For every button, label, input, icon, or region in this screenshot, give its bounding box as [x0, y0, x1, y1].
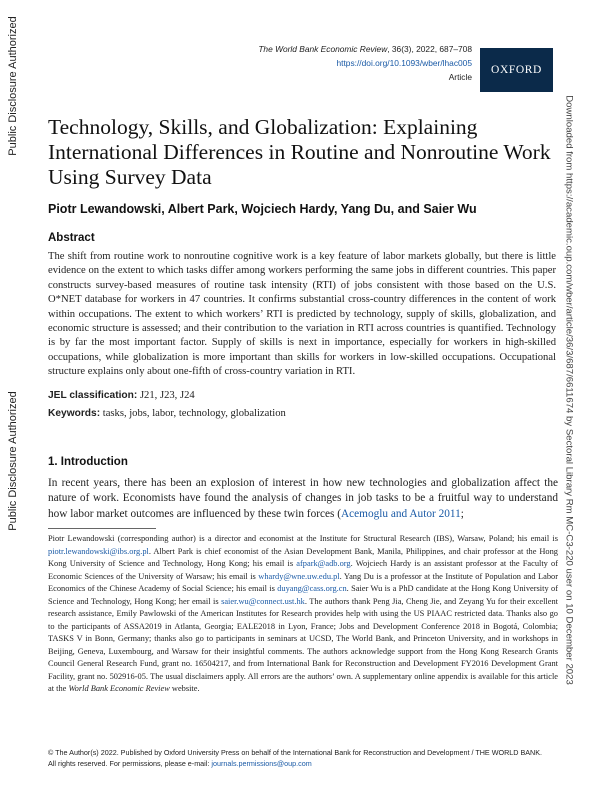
journal-header [250, 42, 472, 84]
author-list: Piotr Lewandowski, Albert Park, Wojciech Hardy, Yang Du, and Saier Wu [48, 202, 477, 216]
footnote-text: . Wojciech Hardy is an assistant professor at the Faculty of Economic Sciences of the University of Warsaw; his email is [48, 559, 558, 581]
introduction-text [48, 476, 558, 522]
email-link[interactable]: duyang@cass.org.cn [277, 584, 347, 593]
disclosure-watermark-top: Public Disclosure Authorized [7, 16, 19, 156]
email-link[interactable]: saier.wu@connect.ust.hk [221, 596, 305, 606]
jel-classification [48, 390, 195, 401]
journal-citation [250, 42, 472, 56]
footnote-divider [48, 528, 156, 529]
permissions-line [48, 758, 558, 769]
jel-value: J21, J23, J24 [139, 390, 195, 401]
permissions-prefix: All rights reserved. For permissions, please e-mail: [48, 759, 212, 768]
journal-name-italic: World Bank Economic Review [68, 684, 170, 693]
footnote-text: website. [169, 684, 200, 693]
footnote-text: Piotr Lewandowski (corresponding author) is a director and economist at the Institute for Structural Research (IBS), Warsaw, Poland; his email is [48, 534, 558, 543]
section-heading-introduction: 1. Introduction [48, 456, 128, 468]
disclosure-watermark-middle: Public Disclosure Authorized [7, 391, 19, 531]
abstract-text: The shift from routine work to nonroutine cognitive work is a key feature of labor markets globally, but there is little evidence on the extent to which tasks differ among workers performing the same jobs in different countries. This paper constructs survey-based measures of routine task intensity (RTI) of jobs consistent with those based on the U.S. O*NET database for workers in 47 countries. It confirms substantial cross-country differences in the content of work within occupations. The extent to which workers’ RTI is predicted by technology, supply of skills, globalization, and economic structure is assessed; and their contribution to the variation in RTI across countries is quantified. Technology is by far the most important factor. Supply of skills is next in importance, especially for workers in high-skilled occupations, while globalization is more important than skills for workers in low-skilled occupations. Occupational structure explains only about one-fifth of cross-country variation in RTI. [48, 251, 556, 378]
citation-link[interactable]: Acemoglu and Autor 2011 [341, 507, 461, 520]
keywords [48, 408, 286, 419]
right-margin [560, 95, 578, 685]
download-note: Downloaded from https://academic.oup.com/wber/article/36/3/687/6611674 by Sectoral Library Rm MC-C3-220 user on 10 December 2023 [563, 95, 575, 685]
intro-end: ; [460, 507, 464, 520]
left-margin [0, 0, 26, 800]
copyright-notice [48, 747, 558, 769]
oxford-logo: OXFORD [480, 48, 553, 92]
keywords-value: tasks, jobs, labor, technology, globalization [102, 408, 286, 419]
footnote-text: . Albert Park is chief economist of the Asian Development Bank, Manila, Philippines, and chair professor at the Hong Kong University of Science and Technology, Hong Kong; his email is [48, 546, 558, 568]
paper-title: Technology, Skills, and Globalization: Explaining International Differences in Routine and Nonroutine Work Using Survey Data [48, 115, 551, 189]
article-type: Article [448, 72, 472, 82]
email-link[interactable]: afpark@adb.org [296, 559, 351, 568]
author-footnote [48, 533, 558, 696]
footnote-text: . Saier Wu is a PhD candidate at the Hong Kong University of Science and Technology, Hong Kong; her email is [48, 584, 558, 606]
abstract-heading: Abstract [48, 232, 95, 244]
email-link[interactable]: whardy@wne.uw.edu.pl [258, 571, 340, 581]
footnote-text: . The authors thank Peng Jia, Cheng Jie, and Zeyang Yu for their excellent research assistance, Emily Pawlowski of the American Institutes for Research provides help with using the US PIAAC restricted data. Thanks also go to the participants of ASSA2019 in Atlanta, Georgia; EALE2018 in Lyon, France; Jobs and Development Conference 2018 in Bogotá, Colombia; TASKS V in Bonn, Germany; thanks also go to participants in seminars at UCSD, The World Bank, and Princeton University, and in workshops in Beijing, Geneva, Luxembourg, and Warsaw for their insightful comments. The authors acknowledge support from the Hong Kong Research Grants Council General Research Fund, grant no. 16504217, and from International Bank for Reconstruction and Development FY2016 Development Grant Facility, grant no. 502916-05. The usual disclaimers apply. All errors are the authors’ own. A supplementary online appendix is available for this article at the [48, 596, 558, 693]
volume-pages: , 36(3), 2022, 687–708 [387, 44, 472, 54]
permissions-email-link[interactable]: journals.permissions@oup.com [211, 759, 312, 768]
email-link[interactable]: piotr.lewandowski@ibs.org.pl [48, 546, 149, 556]
copyright-line: © The Author(s) 2022. Published by Oxford University Press on behalf of the International Bank for Reconstruction and Development / THE WORLD BANK. [48, 748, 543, 757]
journal-name: The World Bank Economic Review [258, 44, 388, 54]
doi-link[interactable]: https://doi.org/10.1093/wber/lhac005 [336, 58, 472, 68]
jel-label: JEL classification: [48, 390, 138, 401]
intro-body: In recent years, there has been an explosion of interest in how new technologies and globalization affect the nature of work. Economists have found the analysis of changes in job tasks to be a fruitful way to understand how labor market outcomes are influenced by these twin forces ( [48, 477, 558, 520]
footnote-text: . Yang Du is a professor at the Institute of Population and Labor Economics of the Chinese Academy of Social Science; his email is [48, 571, 558, 593]
keywords-label: Keywords: [48, 408, 101, 419]
